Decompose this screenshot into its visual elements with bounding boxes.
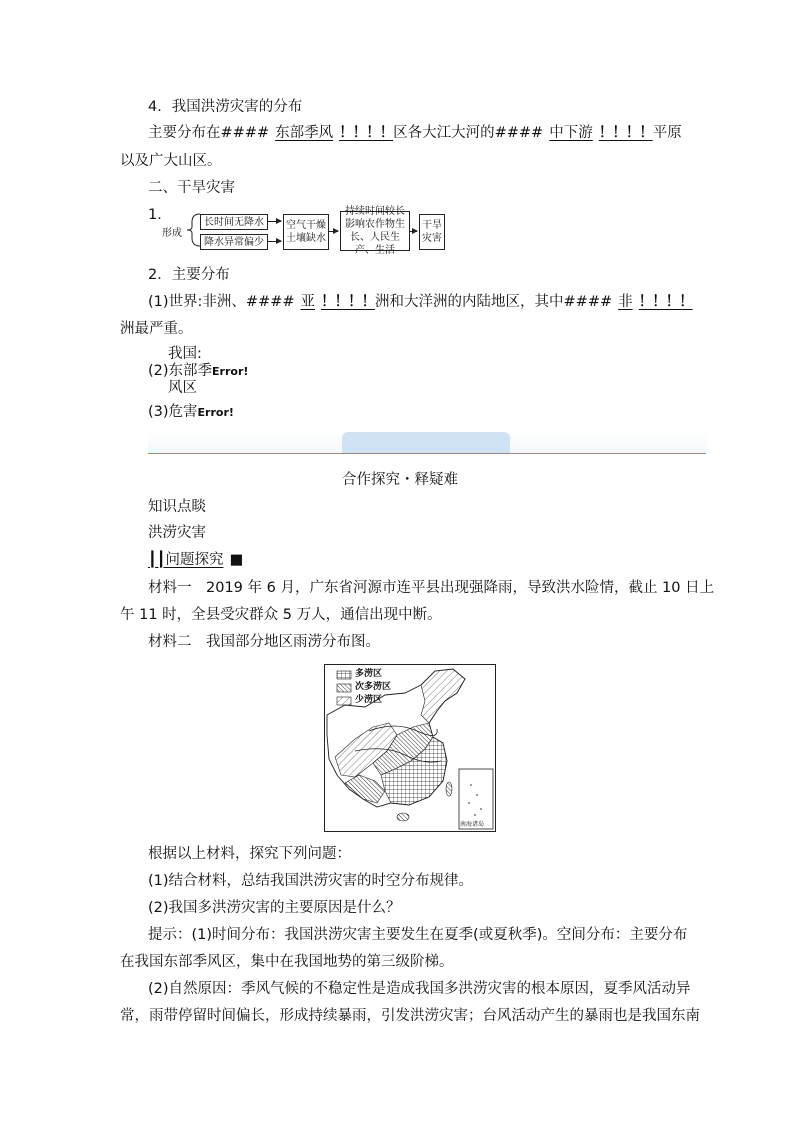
question-2: (2)我国多洪涝灾害的主要原因是什么？ <box>148 900 401 916</box>
section-divider <box>148 453 706 454</box>
material-1-line-1: 材料一 2019 年 6 月，广东省河源市连平县出现强降雨，导致洪水险情，截止 10 日上 <box>148 580 715 596</box>
china-map-drawing <box>325 665 495 831</box>
section-4-title: 4．我国洪涝灾害的分布 <box>148 99 303 115</box>
arrow-icon <box>328 231 338 232</box>
answer-line-2: 在我国东部季风区，集中在我国地势的第三级阶梯。 <box>120 954 454 970</box>
material-2-line: 材料二 我国部分地区雨涝分布图。 <box>148 634 380 650</box>
arrow-icon <box>267 221 281 222</box>
section-banner-tab <box>342 432 510 453</box>
box-no-rain: 长时间无降水 <box>200 214 268 230</box>
world-distribution-line-1: (1)世界:非洲、#### 亚 ！！！！洲和大洋洲的内陆地区，其中#### 非 ！！！！ <box>148 291 708 313</box>
legend-most: 多涝区 <box>355 669 383 679</box>
blank-answer: 亚 <box>300 294 316 310</box>
section-4-line-1: 主要分布在#### 东部季风 ！！！！区各大江大河的#### 中下游 ！！！！平原 <box>148 122 708 144</box>
box-drought: 干旱灾害 <box>419 214 445 250</box>
flood-distribution-map <box>324 664 496 832</box>
answer-line-4: 常，雨带停留时间偏长，形成持续暴雨，引发洪涝灾害；台风活动产生的暴雨也是我国东南 <box>120 1008 700 1024</box>
drought-title: 二、干旱灾害 <box>148 180 235 196</box>
china-region: 风区 <box>168 380 197 396</box>
harm-line: (3)危害Error! <box>148 404 234 420</box>
box-dry-air: 空气干燥土壤缺水 <box>283 214 329 250</box>
box-effects: 持续时间较长影响农作物生长、人民生产、生活 <box>340 211 410 251</box>
blank-answer: 东部季风 <box>275 125 334 141</box>
inset-label: 南海诸岛 <box>460 821 485 828</box>
arrow-icon <box>409 231 417 232</box>
answer-line-1: 提示：(1)时间分布：我国洪涝灾害主要发生在夏季(或夏秋季)。空间分布：主要分布 <box>148 927 688 943</box>
arrow-icon <box>267 241 281 242</box>
blank-marks: ！！！！ <box>598 125 653 141</box>
form-label: 形成 <box>162 228 182 239</box>
drought-item-2: 2．主要分布 <box>148 267 230 283</box>
blank-answer: 中下游 <box>549 125 593 141</box>
map-legend <box>355 668 391 707</box>
knowledge-point: 知识点睒 <box>148 499 206 515</box>
questions-intro: 根据以上材料，探究下列问题： <box>148 846 351 862</box>
blank-answer: 非 <box>618 294 633 310</box>
legend-second: 次多涝区 <box>355 682 392 692</box>
china-distribution: (2)东部季Error! <box>148 363 249 379</box>
world-distribution-line-2: 洲最严重。 <box>120 321 193 337</box>
blank-marks: ！！！！ <box>339 125 394 141</box>
drought-item-1-number: 1． <box>148 207 172 223</box>
answer-line-3: (2)自然原因：季风气候的不稳定性是造成我国多洪涝灾害的根本原因，夏季风活动异 <box>148 981 691 997</box>
blank-marks: ！！！！ <box>321 294 376 310</box>
legend-few: 少涝区 <box>355 695 383 705</box>
square-icon: ■ <box>229 552 244 568</box>
error-text: Error! <box>212 365 249 378</box>
material-1-line-2: 午 11 时，全县受灾群众 5 万人，通信出现中断。 <box>120 607 442 623</box>
section-heading: 合作探究・释疑难 <box>342 472 458 488</box>
blank-marks: ！！！！ <box>638 294 693 310</box>
error-text: Error! <box>197 406 234 419</box>
section-4-line-2: 以及广大山区。 <box>120 153 222 169</box>
topic-flood: 洪涝灾害 <box>148 525 206 541</box>
china-label: 我国: <box>168 346 202 362</box>
question-1: (1)结合材料，总结我国洪涝灾害的时空分布规律。 <box>148 873 474 889</box>
problem-explore-heading: ┃┃问题探究 ■ <box>148 552 244 568</box>
box-less-rain: 降水异常偏少 <box>200 234 268 250</box>
